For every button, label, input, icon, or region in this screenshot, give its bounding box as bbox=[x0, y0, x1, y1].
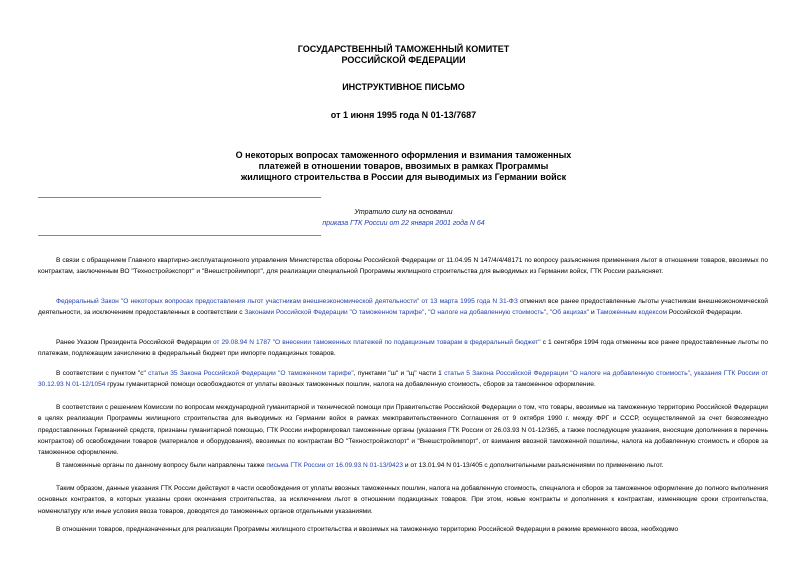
issuer-line-1: ГОСУДАРСТВЕННЫЙ ТАМОЖЕННЫЙ КОМИТЕТ bbox=[297, 44, 510, 54]
divider-bottom bbox=[38, 235, 321, 236]
status-note-link[interactable]: приказа ГТК России от 22 января 2001 года N 64 bbox=[322, 220, 485, 227]
divider-top bbox=[38, 197, 321, 198]
paragraph-7: Таким образом, данные указания ГТК России действуют в части освобождения от уплаты ввозных таможенных пошлин, налога на добавленную стоимость, спецналога и сборов за таможенное оформление до полного выполнения основных контрактов, в которых указаны сроки окончания строительства, за исключением льгот в отношении подакцизных товаров. При этом, новые контракты и дополнения к контрактам, изменяющие сроки строительства, номенклатуру или иные условия ввоза товаров, доводятся до таможенных органов отдельными указаниями. bbox=[38, 485, 768, 515]
paragraph-8: В отношении товаров, предназначенных для реализации Программы жилищного строительства и ввозимых на таможенную территорию Российской Федерации в режиме временного ввоза, необходимо bbox=[56, 526, 679, 533]
link-article-5[interactable]: статьи 5 Закона Российской Федерации "О налоге на добавленную стоимость" bbox=[444, 370, 690, 377]
link-federal-law[interactable]: Федеральный Закон "О некоторых вопросах предоставления льгот участникам внешнеэкономической деятельности" от 13 марта 1995 года N 31-ФЗ bbox=[56, 298, 518, 305]
link-presidential-decree[interactable]: от 29.08.94 N 1787 "О внесении таможенных платежей по подакцизным товарам в федеральный бюджет" bbox=[212, 339, 541, 346]
paragraph-2: Федеральный Закон "О некоторых вопросах предоставления льгот участникам внешнеэкономической деятельности" от 13 марта 1995 года N 31-ФЗ отменил все ранее предоставленные льготы участникам внешнеэкономической деятельности, за исключением предоставленных в соответствии с Законами Российской Федерации "О таможенном тарифе", "О налоге на добавленную стоимость", "Об акцизах" и Таможенным кодексом Российской Федерации. bbox=[38, 298, 768, 317]
link-gtk-letter[interactable]: письма ГТК России от 16.09.93 N 01-13/9423 bbox=[266, 462, 404, 469]
document-title-line-3: жилищного строительства в России для выводимых из Германии войск bbox=[240, 172, 567, 182]
paragraph-4: В соответствии с пунктом "с" статьи 35 Закона Российской Федерации "О таможенном тарифе", пунктами "ш" и "щ" части 1 статьи 5 Закона Российской Федерации "О налоге на добавленную стоимость", указания ГТК России от 30.12.93 N 01-12/1054 грузы гуманитарной помощи освобождаются от уплаты ввозных таможенных пошлин, налога на добавленную стоимость, сборов за таможенное оформление. bbox=[38, 370, 769, 389]
paragraph-6: В таможенные органы по данному вопросу были направлены также письма ГТК России от 16.09.93 N 01-13/9423 и от 13.01.94 N 01-13/405 с дополнительными разъяснениями по применению льгот. bbox=[56, 462, 664, 469]
link-excise-law[interactable]: "Об акцизах" bbox=[549, 309, 590, 317]
link-customs-tariff-law[interactable]: Законами Российской Федерации "О таможенном тарифе" bbox=[244, 309, 425, 317]
link-customs-code[interactable]: Таможенным кодексом bbox=[596, 309, 668, 317]
document-title-line-1: О некоторых вопросах таможенного оформления и взимания таможенных bbox=[235, 150, 572, 160]
document-date: от 1 июня 1995 года N 01-13/7687 bbox=[330, 110, 477, 120]
paragraph-1: В связи с обращением Главного квартирно-эксплуатационного управления Министерства обороны Российской Федерации от 11.04.95 N 147/4/4/48171 по вопросу разъяснения применения льгот в отношении товаров, ввозимых по контрактам, заключенным ВО "Техностройэкспорт" и "Внешстройимпорт", для реализации специальной Программы жилищного строительства для выводимых из Германии войск, ГТК России разъясняет. bbox=[38, 257, 768, 276]
paragraph-5: В соответствии с решением Комиссии по вопросам международной гуманитарной и технической помощи при Правительстве Российской Федерации о том, что товары, ввозимые на таможенную территорию Российской Федерации в целях реализации Программы жилищного строительства для выводимых из Германии войск в рамках межправительственного Соглашения от 9 октября 1990 г. между ФРГ и СССР, осуществляемой за счет безвозмездно предоставленных Германией средств, признаны гуманитарной помощью, ГТК России информировал таможенные органы (указания ГТК России от 26.03.93 N 01-12/365, а также последующие указания, вносящие дополнения в перечень контрактов) об освобождении товаров (материалов и оборудования), ввозимых по контрактам ВО "Техностройэкспорт" и "Внешстройимпорт", от взимания ввозной таможенной пошлины, налога на добавленную стоимость и сборов за таможенное оформление. bbox=[38, 404, 768, 457]
document-title-line-2: платежей в отношении товаров, ввозимых в рамках Программы bbox=[258, 161, 549, 171]
status-note: Утратило силу на основании bbox=[354, 209, 453, 216]
document-type: ИНСТРУКТИВНОЕ ПИСЬМО bbox=[342, 82, 465, 92]
link-gtk-instruction[interactable]: указания ГТК России от 30.12.93 N 01-12/1054 bbox=[38, 370, 769, 389]
link-article-35[interactable]: статьи 35 Закона Российской Федерации "О таможенном тарифе" bbox=[148, 370, 354, 377]
link-vat-law[interactable]: "О налоге на добавленную стоимость" bbox=[428, 309, 547, 317]
issuer-line-2: РОССИЙСКОЙ ФЕДЕРАЦИИ bbox=[341, 55, 466, 65]
paragraph-3: Ранее Указом Президента Российской Федерации от 29.08.94 N 1787 "О внесении таможенных платежей по подакцизным товарам в федеральный бюджет" с 1 сентября 1994 года отменены все ранее предоставленные льготы по платежам, подлежащим зачислению в федеральный бюджет при импорте подакцизных товаров. bbox=[38, 339, 769, 358]
